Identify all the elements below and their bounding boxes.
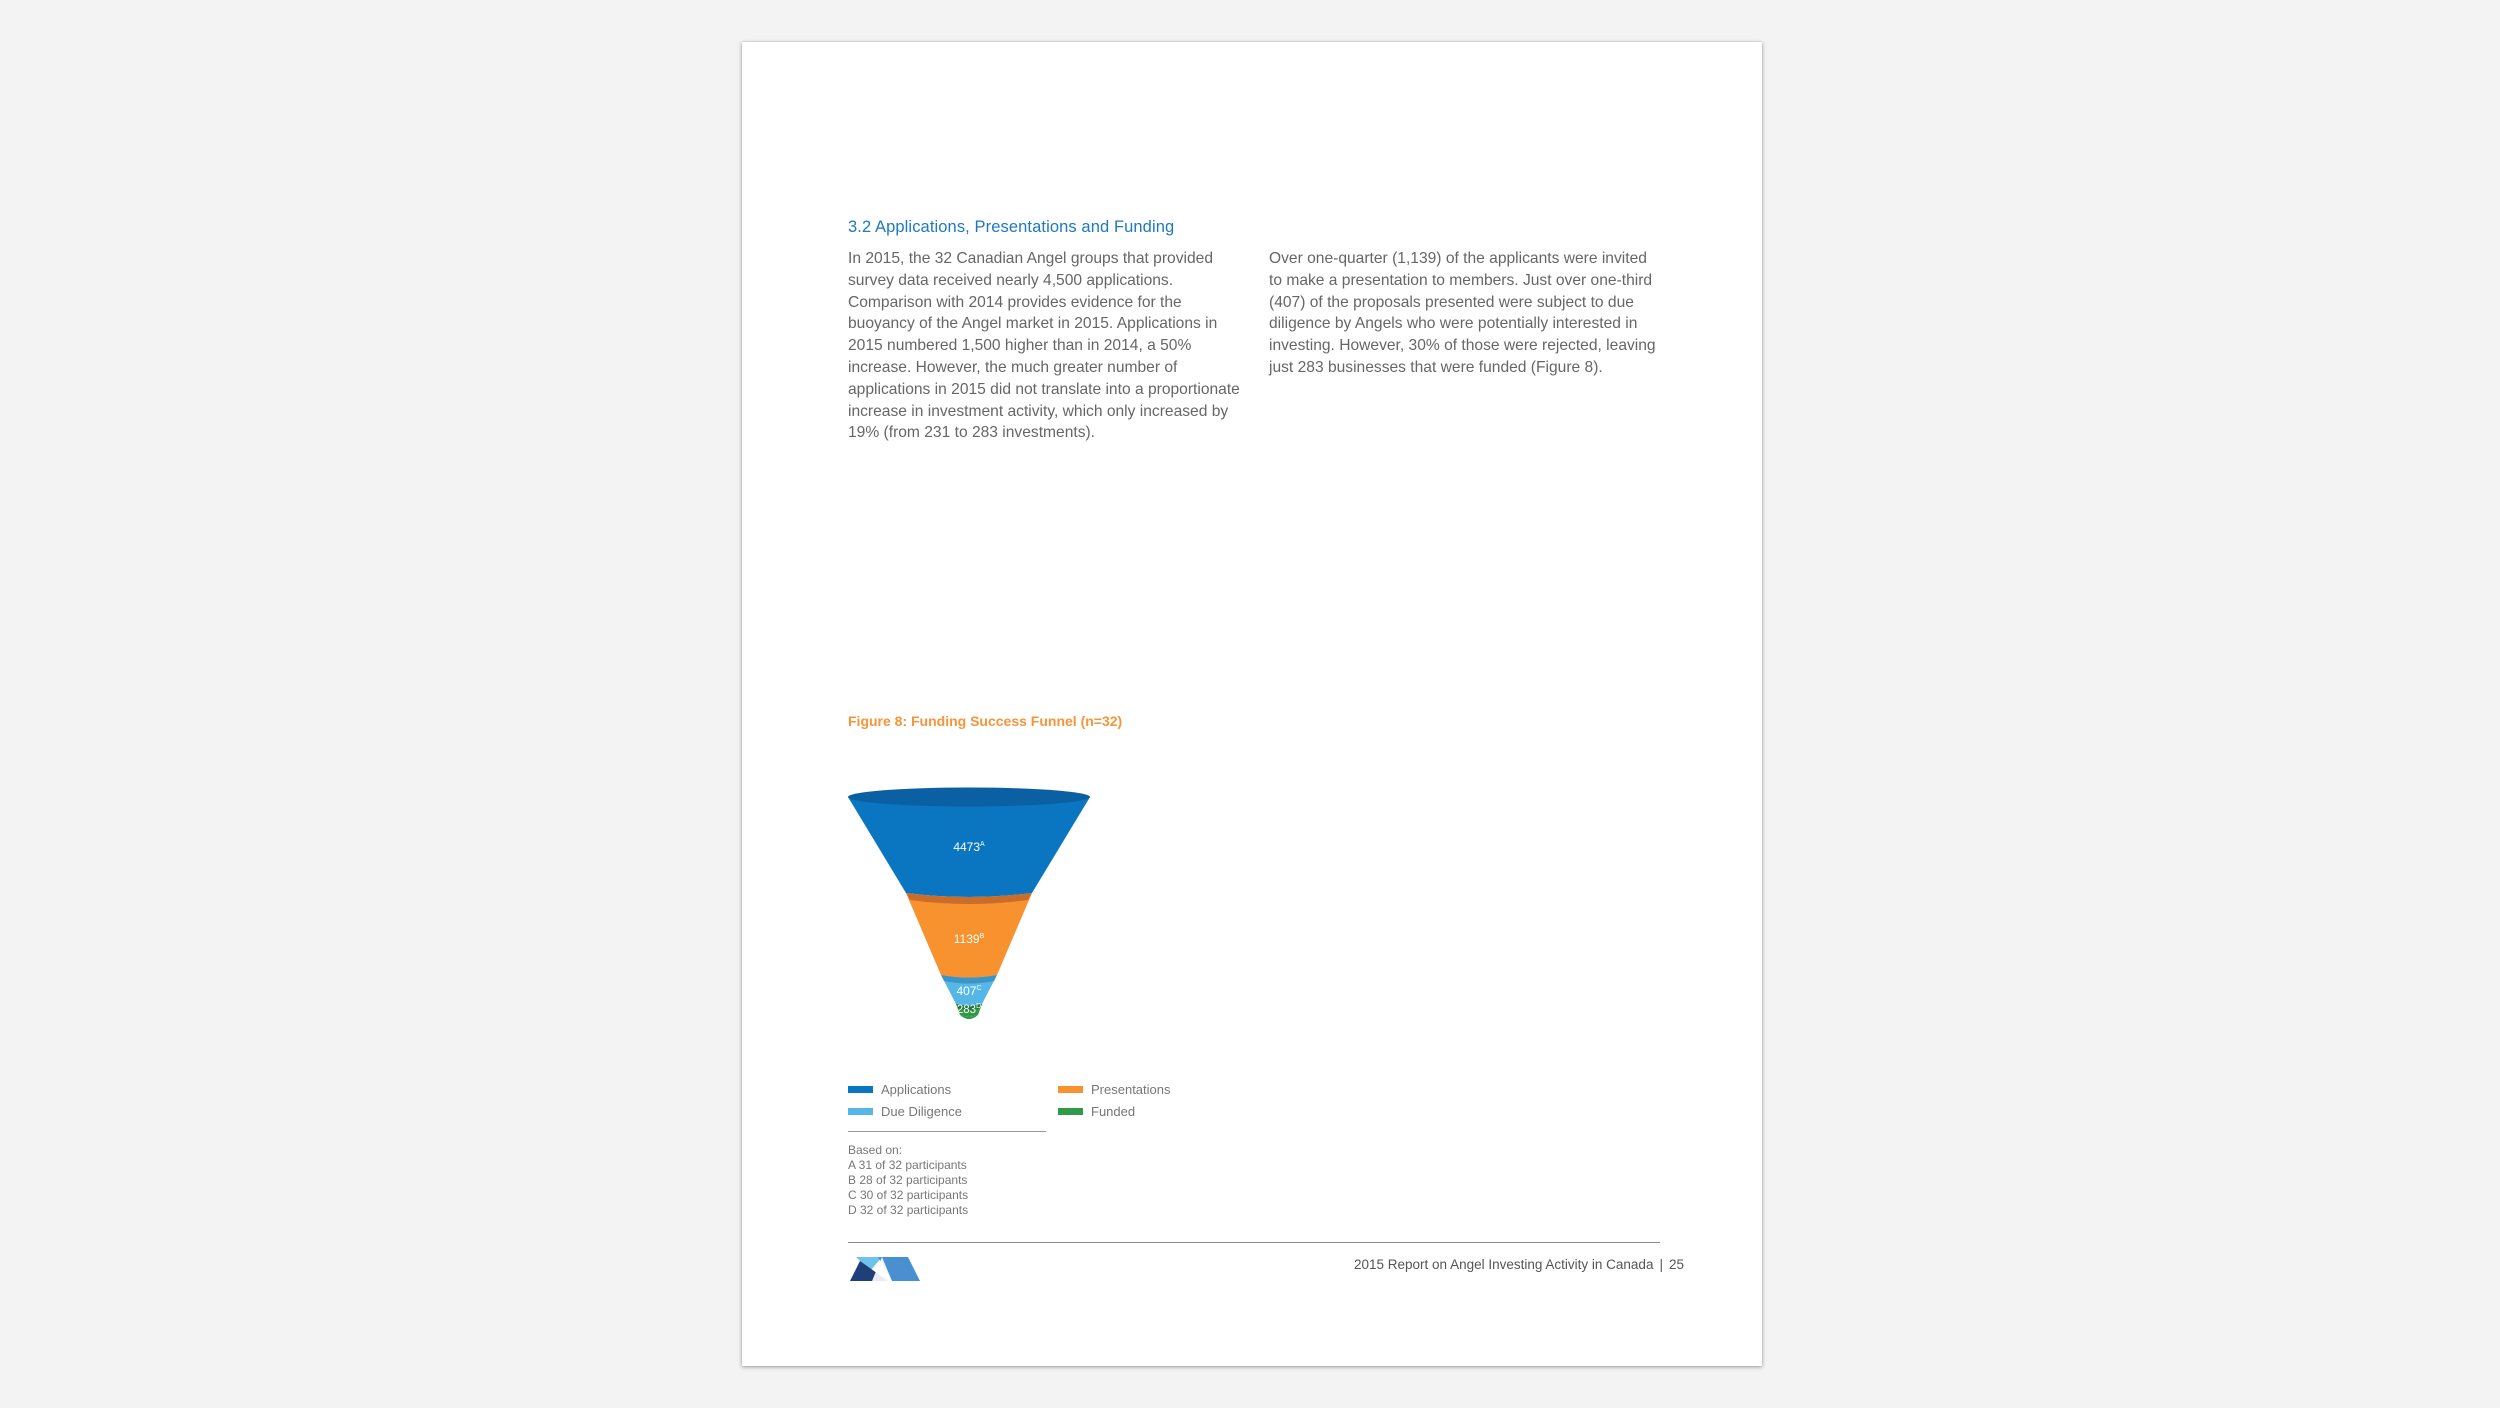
note-marker-b: B (979, 933, 985, 940)
note-marker-d: D (976, 1003, 982, 1010)
legend-swatch (848, 1108, 873, 1115)
report-page (742, 42, 1762, 1366)
chart-legend (848, 1082, 1178, 1122)
label-applications: 4473 (953, 840, 981, 854)
note-c: C 30 of 32 participants (848, 1188, 969, 1202)
note-d: D 32 of 32 participants (848, 1203, 969, 1217)
funnel-chart (842, 757, 1242, 1087)
legend-swatch (848, 1086, 873, 1093)
note-marker-a: A (980, 841, 985, 848)
label-presentations: 1139 (953, 932, 980, 946)
note-b: B 28 of 32 participants (848, 1173, 968, 1187)
label-funded: 283 (956, 1004, 977, 1016)
footer-report-title: 2015 Report on Angel Investing Activity in Canada (1354, 1257, 1654, 1272)
label-due-diligence: 407 (956, 984, 977, 998)
figure-notes (848, 1143, 968, 1218)
note-a: A 31 of 32 participants (848, 1158, 967, 1172)
notes-heading: Based on: (848, 1143, 903, 1157)
note-marker-c: C (976, 985, 982, 992)
legend-item-funded (1058, 1104, 1135, 1119)
section-heading: 3.2 Applications, Presentations and Funding (848, 218, 1175, 236)
legend-label: Applications (881, 1082, 952, 1097)
body-paragraph-right: Over one-quarter (1,139) of the applicants were invited to make a presentation to members. Just over one-third (407) of the proposals presented were subject to due diligence by Angels who were potentially interested in investing. However, 30% of those were rejected, leaving just 283 businesses that were funded (Figure 8). (1269, 250, 1656, 376)
legend-item-applications (848, 1082, 951, 1097)
legend-label: Presentations (1091, 1082, 1171, 1097)
footer-divider (848, 1242, 1660, 1243)
funnel-top-rim (848, 788, 1090, 807)
legend-swatch (1058, 1108, 1083, 1115)
footer-separator: | (1659, 1257, 1663, 1272)
page-number: 25 (1668, 1257, 1684, 1272)
legend-label: Due Diligence (881, 1104, 962, 1119)
naco-logo-icon (848, 1255, 922, 1283)
legend-label: Funded (1091, 1104, 1136, 1119)
legend-item-presentations (1058, 1082, 1171, 1097)
legend-swatch (1058, 1086, 1083, 1093)
footer-text (1354, 1257, 1684, 1272)
figure-title: Figure 8: Funding Success Funnel (n=32) (848, 713, 1123, 729)
body-paragraph-left: In 2015, the 32 Canadian Angel groups that provided survey data received nearly 4,500 applications. Comparison with 2014 provides evidence for the buoyancy of the Angel market in 2015. Applications in 2015 numbered 1,500 higher than in 2014, a 50% increase. However, the much greater number of applications in 2015 did not translate into a proportionate increase in investment activity, which only increased by 19% (from 231 to 283 investments). (848, 250, 1240, 442)
legend-item-due-diligence (848, 1104, 962, 1119)
legend-divider (848, 1131, 1046, 1132)
